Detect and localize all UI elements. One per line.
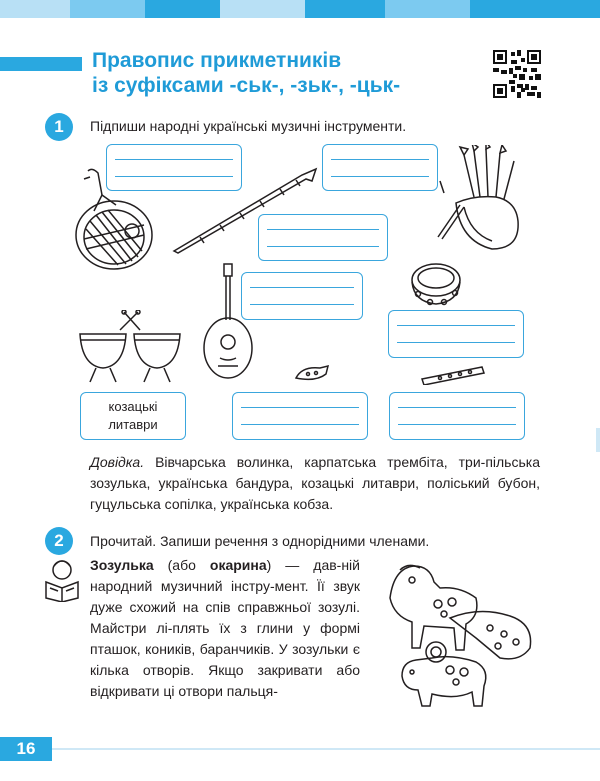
kettledrums-icon <box>76 310 186 385</box>
sopilka-icon <box>418 363 488 385</box>
decor-segment <box>470 0 600 18</box>
label-line: литаври <box>108 417 158 432</box>
instrument-label <box>80 392 186 440</box>
bottom-divider <box>52 748 600 750</box>
reference-text <box>90 452 540 515</box>
page-title <box>92 48 400 98</box>
term-okaryna: окарина <box>209 557 267 573</box>
exercise-number-badge: 1 <box>45 113 73 141</box>
qr-code-icon[interactable] <box>493 50 541 98</box>
side-tab-marker <box>596 428 600 452</box>
decor-segment <box>385 0 470 18</box>
exercise-number-badge: 2 <box>45 527 73 555</box>
bagpipe-icon <box>430 145 525 255</box>
title-line-2: із суфіксами -ськ-, -зьк-, -цьк- <box>92 74 401 97</box>
answer-box[interactable] <box>322 144 438 191</box>
decor-segment <box>70 0 145 18</box>
exercise-instruction: Прочитай. Запиши речення з однорідними членами. <box>90 533 430 549</box>
ocarina-icon <box>292 362 332 384</box>
tambourine-icon <box>408 258 464 310</box>
page-number: 16 <box>0 737 52 761</box>
reading-child-icon <box>42 558 82 602</box>
kobza-icon <box>200 262 260 382</box>
answer-box[interactable] <box>388 310 524 358</box>
bandura-icon <box>72 165 162 275</box>
reference-words: Вівчарська волинка, карпатська трембіта, три-пільська зозулька, українська бандура, козацькі литаври, поліський бубон, гуцульська сопілка, українська кобза. <box>90 454 540 512</box>
story-fragment: ) — дав-ній народний музичний інстру-мент. Її звук дуже схожий на спів справжньої зозулі. Майстри лі-плять їх з глини у формі пташок, коників, баранчиків. У зозульки є кілька отворів. Якщо закривати або відкривати ці отвори пальця- <box>90 557 360 699</box>
story-fragment: (або <box>153 557 210 573</box>
decor-segment <box>0 0 70 18</box>
title-line-1: Правопис прикметників <box>92 49 342 72</box>
reference-label: Довідка. <box>90 454 145 470</box>
decor-segment <box>305 0 385 18</box>
decor-segment <box>145 0 220 18</box>
term-zozulka: Зозулька <box>90 557 154 573</box>
answer-box[interactable] <box>389 392 525 440</box>
decor-segment <box>220 0 305 18</box>
top-decor-bar <box>0 0 600 18</box>
clay-ram-icon <box>392 640 492 710</box>
exercise-instruction: Підпиши народні українські музичні інструменти. <box>90 118 407 134</box>
label-line: козацькі <box>108 399 158 414</box>
answer-box[interactable] <box>232 392 368 440</box>
trembita-icon <box>170 165 320 255</box>
title-accent-bar <box>0 57 82 71</box>
story-text <box>90 555 360 702</box>
